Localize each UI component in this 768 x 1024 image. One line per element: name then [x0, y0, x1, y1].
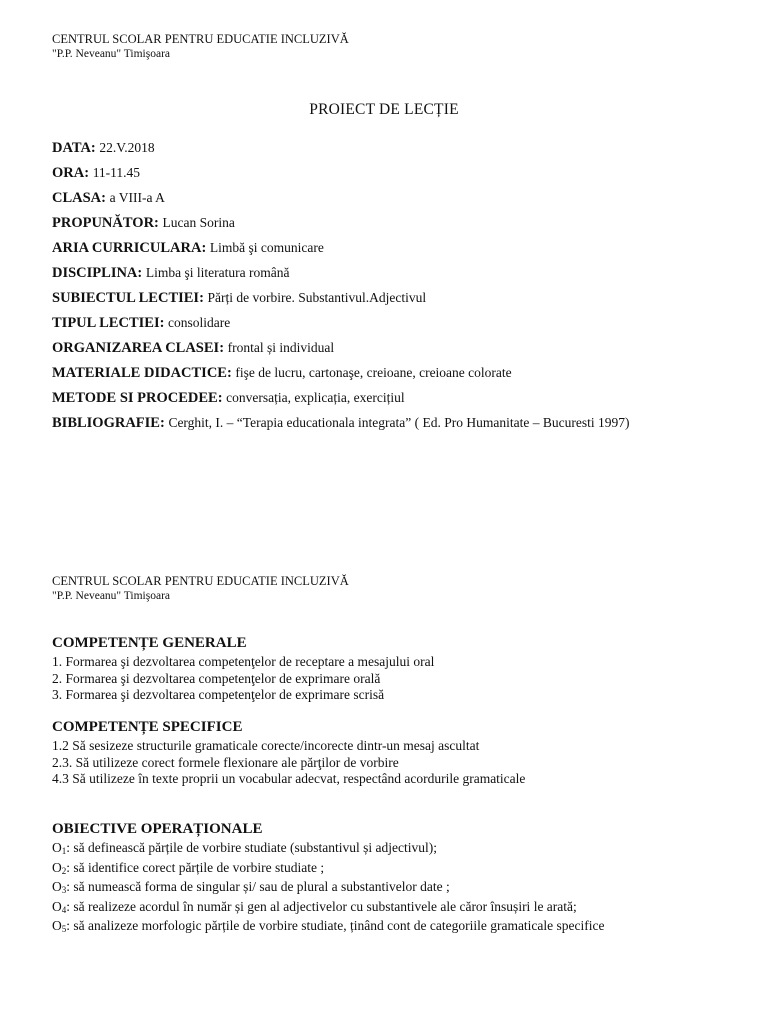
field-organizarea-clasei — [52, 337, 752, 362]
field-value: Limbă şi comunicare — [209, 240, 324, 255]
objective-letter: O — [52, 898, 62, 914]
objective-item — [52, 899, 752, 919]
lesson-info-fields — [52, 137, 752, 437]
school-header-repeat — [52, 574, 349, 604]
objective-item — [52, 860, 752, 880]
objective-number: 2 — [61, 865, 67, 876]
objective-text: : să analizeze morfologic părțile de vorbire studiate, ținând cont de categoriile gramaticale specifice — [66, 918, 605, 933]
field-label: PROPUNĂTOR: — [52, 215, 159, 231]
objective-text: : să realizeze acordul în număr și gen al adjectivelor cu substantivele ale căror însușiri le arată; — [66, 898, 577, 914]
field-value: Părți de vorbire. Substantivul.Adjectivul — [207, 290, 427, 305]
field-value: Limba şi literatura română — [145, 265, 290, 280]
field-label: MATERIALE DIDACTICE: — [52, 365, 232, 381]
objective-number: 4 — [61, 904, 67, 915]
competente-generale-section — [52, 634, 752, 704]
section-heading: COMPETENȚE SPECIFICE — [52, 719, 243, 735]
list-item: 2. Formarea şi dezvoltarea competenţelor de exprimare orală — [52, 670, 381, 686]
objective-number: 1 — [61, 846, 67, 856]
field-label: DISCIPLINA: — [52, 265, 143, 281]
competente-specifice-section — [52, 718, 752, 788]
field-value: a VIII-a A — [109, 190, 165, 205]
objective-text: : să identifice corect părțile de vorbire studiate ; — [66, 859, 325, 875]
list-item: 1.2 Să sesizeze structurile gramaticale corecte/incorecte dintr-un mesaj ascultat — [52, 738, 480, 753]
field-clasa — [52, 187, 752, 212]
list-item: 4.3 Să utilizeze în texte proprii un vocabular adecvat, respectând acordurile gramaticale — [52, 771, 526, 786]
obiective-operationale-section — [52, 820, 752, 938]
section-heading: OBIECTIVE OPERAȚIONALE — [52, 821, 263, 837]
school-header — [52, 32, 349, 62]
field-label: DATA: — [52, 140, 96, 156]
field-label: ARIA CURRICULARA: — [52, 240, 207, 256]
list-item: 2.3. Să utilizeze corect formele flexionare ale părţilor de vorbire — [52, 754, 399, 770]
field-value: fişe de lucru, cartonaşe, creioane, creioane colorate — [235, 365, 512, 380]
field-metode-procedee — [52, 387, 752, 412]
field-materiale-didactice — [52, 362, 752, 387]
objective-text: : să definească părțile de vorbire studiate (substantivul și adjectivul); — [66, 840, 438, 855]
list-item: 1. Formarea şi dezvoltarea competenţelor de receptare a mesajului oral — [52, 654, 435, 669]
field-data — [52, 137, 752, 162]
field-disciplina — [52, 262, 752, 287]
objective-letter: O — [52, 879, 62, 894]
list-item: 3. Formarea şi dezvoltarea competenţelor de exprimare scrisă — [52, 687, 385, 702]
field-aria-curriculara — [52, 237, 752, 262]
field-label: BIBLIOGRAFIE: — [52, 415, 165, 431]
field-value: 22.V.2018 — [99, 140, 155, 155]
field-label: SUBIECTUL LECTIEI: — [52, 290, 204, 306]
field-value: Cerghit, I. – “Terapia educationala integrata” ( Ed. Pro Humanitate – Bucuresti 1997) — [168, 415, 630, 430]
school-city: "P.P. Neveanu" Timişoara — [52, 590, 171, 602]
field-value: frontal și individual — [227, 340, 335, 355]
field-bibliografie — [52, 412, 752, 437]
objective-number: 3 — [61, 885, 67, 895]
objective-letter: O — [52, 840, 62, 855]
field-value: 11-11.45 — [92, 165, 141, 180]
school-city: "P.P. Neveanu" Timişoara — [52, 48, 171, 60]
objective-item — [52, 918, 752, 938]
objective-item — [52, 879, 752, 899]
field-value: conversația, explicația, exercițiul — [226, 390, 405, 405]
section-heading: COMPETENȚE GENERALE — [52, 635, 247, 651]
school-name: CENTRUL SCOLAR PENTRU EDUCATIE INCLUZIVĂ — [52, 32, 349, 46]
field-label: CLASA: — [52, 190, 106, 206]
field-value: Lucan Sorina — [162, 215, 235, 230]
document-title: PROIECT DE LECȚIE — [309, 101, 459, 118]
school-name: CENTRUL SCOLAR PENTRU EDUCATIE INCLUZIVĂ — [52, 574, 349, 588]
objective-text: : să numească forma de singular și/ sau de plural a substantivelor date ; — [66, 879, 450, 894]
field-label: ORA: — [52, 165, 90, 181]
field-label: ORGANIZAREA CLASEI: — [52, 340, 225, 356]
field-tipul-lectiei — [52, 312, 752, 337]
objective-number: 5 — [61, 924, 67, 934]
objective-letter: O — [52, 859, 62, 875]
objective-letter: O — [52, 918, 62, 933]
field-subiectul-lectiei — [52, 287, 752, 312]
field-label: TIPUL LECTIEI: — [52, 315, 165, 331]
field-ora — [52, 162, 752, 187]
field-propunator — [52, 212, 752, 237]
objective-item — [52, 840, 752, 860]
field-value: consolidare — [168, 315, 231, 330]
field-label: METODE SI PROCEDEE: — [52, 390, 223, 406]
